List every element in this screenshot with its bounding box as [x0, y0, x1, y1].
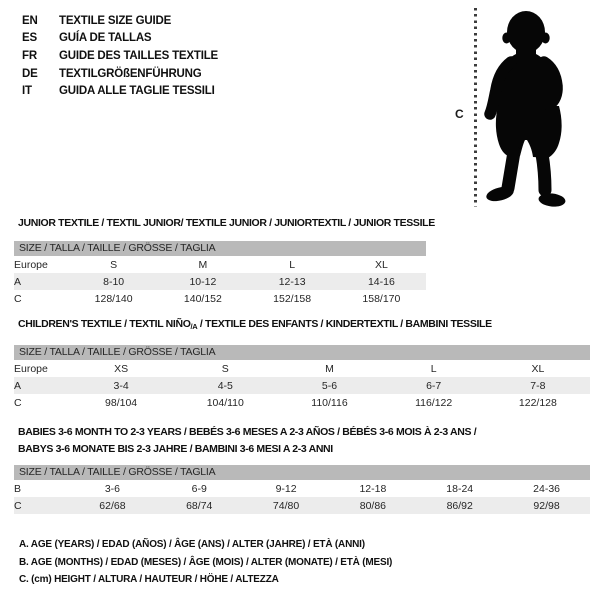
- footnote-line: B. AGE (MONTHS) / EDAD (MESES) / ÂGE (MOIS) / ALTER (MONATE) / ETÀ (MESI): [19, 556, 393, 568]
- size-value: 74/80: [272, 499, 300, 512]
- size-value: 3-4: [113, 379, 129, 392]
- size-column-header: XS: [114, 362, 129, 375]
- size-value: 10-12: [189, 275, 217, 288]
- size-value: 12-13: [278, 275, 306, 288]
- baby-silhouette-shapes: [485, 11, 566, 208]
- table-title-text: /A: [190, 322, 198, 331]
- measure-row: [14, 377, 590, 394]
- size-value: 9-12: [275, 482, 297, 495]
- footnote-line: C. (cm) HEIGHT / ALTURA / HAUTEUR / HÖHE / ALTEZZA: [19, 574, 279, 586]
- height-marker-label: C: [455, 107, 464, 121]
- size-value: 98/104: [105, 396, 138, 409]
- language-code: EN: [22, 14, 38, 27]
- measure-row: [14, 290, 426, 307]
- size-value: 122/128: [518, 396, 557, 409]
- row-label: B: [14, 482, 22, 495]
- table-title-line: [18, 316, 492, 335]
- language-title: GUIDA ALLE TAGLIE TESSILI: [59, 85, 215, 98]
- babies-table-title: [18, 424, 476, 458]
- size-value: 86/92: [446, 499, 473, 512]
- junior-size-table: [14, 241, 426, 307]
- language-row: [22, 65, 218, 83]
- size-value: 62/68: [99, 499, 126, 512]
- table-title-text: BABYS 3-6 MONATE BIS 2-3 JAHRE / BAMBINI 3-6 MESI A 2-3 ANNI: [18, 443, 333, 455]
- measure-row: [14, 480, 590, 497]
- language-code: ES: [22, 32, 37, 45]
- size-value: 8-10: [103, 275, 125, 288]
- row-label: C: [14, 396, 22, 409]
- language-list: [22, 12, 218, 100]
- size-value: 3-6: [104, 482, 120, 495]
- table-title-line: [18, 424, 476, 441]
- row-label: C: [14, 499, 22, 512]
- size-value: 80/86: [359, 499, 387, 512]
- measure-row: [14, 394, 590, 411]
- table-title-line: [18, 441, 476, 458]
- size-header-band: SIZE / TALLA / TAILLE / GRÖSSE / TAGLIA: [14, 241, 426, 256]
- footnote-line: A. AGE (YEARS) / EDAD (AÑOS) / ÂGE (ANS) / ALTER (JAHRE) / ETÀ (ANNI): [19, 539, 365, 550]
- language-title: TEXTILE SIZE GUIDE: [59, 14, 172, 27]
- size-value: 14-16: [367, 275, 395, 288]
- size-value: 116/122: [415, 396, 453, 409]
- baby-silhouette: [478, 6, 578, 212]
- table-title-line: [18, 215, 435, 232]
- size-value: 128/140: [94, 292, 133, 305]
- size-column-header: L: [430, 362, 437, 375]
- junior-table-title: [18, 215, 435, 232]
- size-value: 152/158: [273, 292, 312, 305]
- size-column-header: S: [221, 362, 229, 375]
- size-value: 6-7: [426, 379, 442, 392]
- table-title-text: JUNIOR TEXTILE / TEXTIL JUNIOR/ TEXTILE JUNIOR / JUNIORTEXTIL / JUNIOR TESSILE: [18, 217, 435, 229]
- size-value: 110/116: [311, 396, 348, 409]
- size-column-header: M: [198, 258, 208, 271]
- language-row: [22, 30, 218, 48]
- size-value: 68/74: [186, 499, 213, 512]
- size-column-header: XL: [374, 258, 388, 271]
- language-code: DE: [22, 67, 38, 80]
- language-title: GUÍA DE TALLAS: [59, 32, 152, 45]
- size-value: 5-6: [321, 379, 338, 392]
- size-value: 7-8: [530, 379, 546, 392]
- size-table: [14, 360, 590, 411]
- size-header-band: SIZE / TALLA / TAILLE / GRÖSSE / TAGLIA: [14, 465, 590, 480]
- height-measure-dotted-line: [474, 8, 477, 207]
- size-value: 4-5: [217, 379, 233, 392]
- region-label: Europe: [14, 258, 48, 271]
- row-label: A: [14, 379, 22, 392]
- language-code: IT: [22, 85, 32, 98]
- children-table-title: [18, 316, 492, 335]
- size-column-header: L: [289, 258, 296, 271]
- children-size-table: [14, 345, 590, 411]
- babies-size-table: [14, 465, 590, 514]
- size-header-band: SIZE / TALLA / TAILLE / GRÖSSE / TAGLIA: [14, 345, 590, 360]
- table-title-text: / TEXTILE DES ENFANTS / KINDERTEXTIL / BAMBINI TESSILE: [197, 318, 492, 330]
- table-title-text: BABIES 3-6 MONTH TO 2-3 YEARS / BEBÉS 3-6 MESES A 2-3 AÑOS / BÉBÉS 3-6 MOIS À 2-3 ANS /: [18, 426, 477, 438]
- size-column-header: S: [110, 258, 118, 271]
- row-label: C: [14, 292, 22, 305]
- language-row: [22, 12, 218, 30]
- size-value: 12-18: [359, 482, 387, 495]
- language-code: FR: [22, 49, 37, 62]
- size-value: 140/152: [183, 292, 222, 305]
- row-label: A: [14, 275, 22, 288]
- size-value: 158/170: [362, 292, 401, 305]
- size-value: 6-9: [191, 482, 207, 495]
- size-table: [14, 480, 590, 514]
- size-column-header: M: [325, 362, 334, 375]
- table-title-text: CHILDREN'S TEXTILE / TEXTIL NIÑO: [18, 318, 191, 330]
- region-label: Europe: [14, 362, 48, 375]
- language-title: GUIDE DES TAILLES TEXTILE: [59, 49, 218, 62]
- footnotes: [19, 536, 392, 589]
- size-value: 92/98: [533, 499, 560, 512]
- language-row: [22, 47, 218, 65]
- measure-row: [14, 273, 426, 290]
- size-value: 104/110: [206, 396, 244, 409]
- language-row: [22, 82, 218, 100]
- measure-row: [14, 497, 590, 514]
- column-header-row: [14, 360, 590, 377]
- size-table: [14, 256, 426, 307]
- size-value: 24-36: [533, 482, 560, 495]
- size-value: 18-24: [446, 482, 474, 495]
- language-title: TEXTILGRÖßENFÜHRUNG: [59, 67, 202, 80]
- column-header-row: [14, 256, 426, 273]
- size-column-header: XL: [531, 362, 545, 375]
